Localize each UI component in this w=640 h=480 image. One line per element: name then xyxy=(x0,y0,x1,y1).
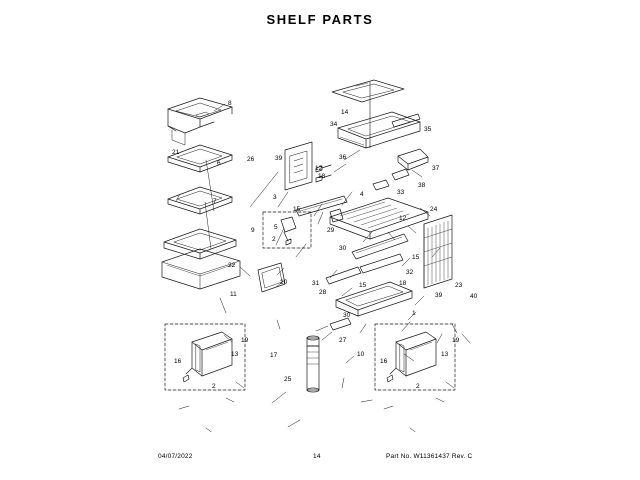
callout-number: 2 xyxy=(272,236,276,243)
exploded-diagram xyxy=(0,52,640,432)
callout-number: 27 xyxy=(339,337,347,344)
callout-number: 7 xyxy=(213,198,217,205)
callout-number: 32 xyxy=(406,269,414,276)
callout-number: 15 xyxy=(359,282,367,289)
callout-number: 8 xyxy=(228,100,232,107)
callout-number: 26 xyxy=(247,156,255,163)
callout-number: 2 xyxy=(416,383,420,390)
callout-number: 13 xyxy=(231,351,239,358)
part-shelf-4 xyxy=(330,198,428,239)
callout-number: 6 xyxy=(217,160,221,167)
part-shelf-14 xyxy=(332,80,404,102)
callout-number: 13 xyxy=(441,351,449,358)
part-33 xyxy=(373,180,389,190)
callout-number: 3 xyxy=(273,194,277,201)
callout-number: 25 xyxy=(284,376,292,383)
callout-number: 39 xyxy=(275,155,283,162)
detail-box-5 xyxy=(263,212,311,248)
callout-number: 37 xyxy=(432,165,440,172)
callout-number: 14 xyxy=(341,109,349,116)
callout-number: 17 xyxy=(270,352,278,359)
part-shelf-7 xyxy=(168,187,232,214)
callout-number: 40 xyxy=(470,293,478,300)
callout-number: 12 xyxy=(315,165,323,172)
callout-number: 24 xyxy=(430,206,438,213)
callout-number: 30 xyxy=(343,312,351,319)
callout-number: 5 xyxy=(274,224,278,231)
callout-number: 9 xyxy=(251,227,255,234)
part-shelf-8 xyxy=(168,98,232,145)
callout-number: 1 xyxy=(412,310,416,317)
callout-number: 15 xyxy=(412,254,420,261)
callout-number: 2 xyxy=(212,383,216,390)
part-cover-20 xyxy=(258,263,288,292)
callout-number: 28 xyxy=(319,289,327,296)
callout-number: 38 xyxy=(418,182,426,189)
footer-page-number: 14 xyxy=(313,453,321,460)
callout-number: 33 xyxy=(397,189,405,196)
callout-number: 11 xyxy=(230,291,237,298)
footer-part-number: Part No. W11361437 Rev. C xyxy=(386,453,473,460)
callout-number: 21 xyxy=(172,149,180,156)
part-rail-15 xyxy=(296,196,347,216)
callout-number: 19 xyxy=(241,337,249,344)
callout-number: 36 xyxy=(339,154,347,161)
callout-number: 4 xyxy=(360,191,364,198)
part-rail-31 xyxy=(326,267,361,284)
part-38 xyxy=(392,169,409,180)
page-title: SHELF PARTS xyxy=(266,12,374,27)
part-bracket-37 xyxy=(398,149,428,170)
diagram-svg xyxy=(0,52,640,432)
part-drawer-right xyxy=(387,332,436,382)
callout-number: 16 xyxy=(380,358,388,365)
callout-number: 31 xyxy=(312,280,320,287)
callout-number: 16 xyxy=(174,358,182,365)
part-bracket-26 xyxy=(285,142,312,190)
part-5-2 xyxy=(281,217,296,245)
part-rail-30a xyxy=(352,234,408,259)
callout-number: 30 xyxy=(339,245,347,252)
callout-number: 18 xyxy=(318,173,326,180)
callout-number: 18 xyxy=(399,280,407,287)
callout-number: 15 xyxy=(293,206,301,213)
callout-number: 12 xyxy=(399,215,407,222)
callout-number: 23 xyxy=(455,282,463,289)
callout-number: 22 xyxy=(228,262,236,269)
callout-number: 39 xyxy=(435,292,443,299)
part-tube-17 xyxy=(307,336,319,392)
leader-lines xyxy=(176,104,470,432)
part-shelf-22 xyxy=(164,229,236,259)
callout-number: 10 xyxy=(357,351,365,358)
callout-number: 19 xyxy=(452,337,460,344)
callout-number: 35 xyxy=(424,126,432,133)
footer-date: 04/07/2022 xyxy=(158,453,193,460)
callout-number: 34 xyxy=(330,121,338,128)
callout-number: 20 xyxy=(280,279,288,286)
part-drawer-left xyxy=(183,332,232,382)
part-rail-32 xyxy=(360,254,403,273)
part-27 xyxy=(330,318,351,330)
callout-number: 29 xyxy=(327,227,335,234)
part-grille-24 xyxy=(424,215,452,288)
